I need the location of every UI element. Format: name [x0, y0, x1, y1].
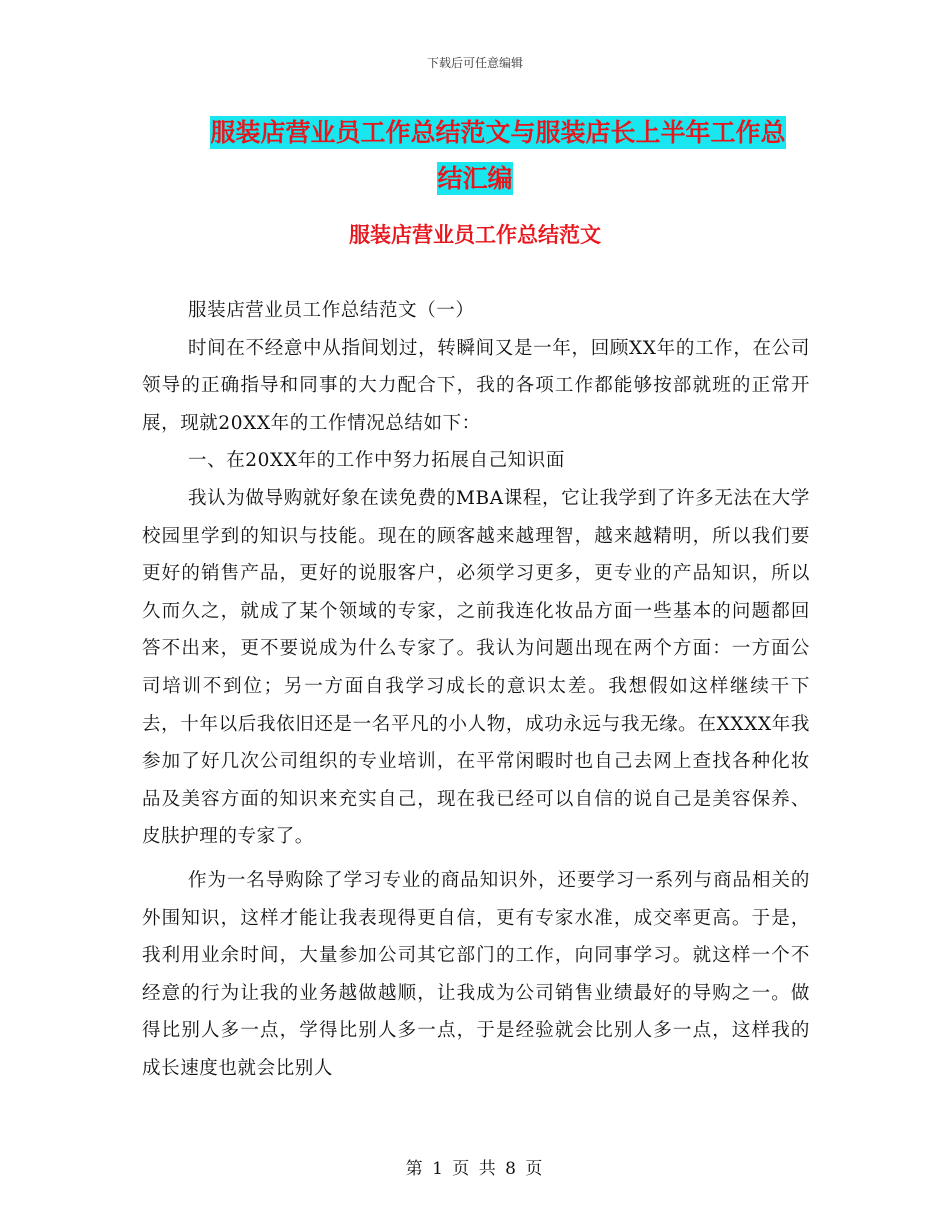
paragraph-learning: 作为一名导购除了学习专业的商品知识外，还要学习一系列与商品相关的外围知识，这样才能让我表现得更自信，更有专家水准，成交率更高。于是，我利用业余时间，大量参加公司其它部门的工作，向同事学习。就这样一个不经意的行为让我的业务越做越顺，让我成为公司销售业绩最好的导购之一。做得比别人多一点，学得比别人多一点，于是经验就会比别人多一点，这样我的成长速度也就会比别人 [142, 869, 810, 1079]
paragraph-intro: 时间在不经意中从指间划过，转瞬间又是一年，回顾XX年的工作，在公司领导的正确指导和同事的大力配合下，我的各项工作都能够按部就班的正常开展，现就20XX年的工作情况总结如下： [142, 337, 810, 434]
document-title-line-1: 服装店营业员工作总结范文与服装店长上半年工作总 [210, 118, 786, 147]
document-title [0, 110, 950, 202]
paragraph-heading-2: 一、在20XX年的工作中努力拓展自己知识面 [188, 450, 565, 472]
section-title: 服装店营业员工作总结范文 [349, 223, 601, 247]
paragraph-knowledge: 我认为做导购就好象在读免费的MBA课程，它让我学到了许多无法在大学校园里学到的知识与技能。现在的顾客越来越理智，越来越精明，所以我们要更好的销售产品，更好的说服客户，必须学习更多，更专业的产品知识，所以久而久之，就成了某个领域的专家，之前我连化妆品方面一些基本的问题都回答不出来，更不要说成为什么专家了。我认为问题出现在两个方面：一方面公司培训不到位；另一方面自我学习成长的意识太差。我想假如这样继续干下去，十年以后我依旧还是一名平凡的小人物，成功永远与我无缘。在XXXX年我参加了好几次公司组织的专业培训，在平常闲暇时也自己去网上查找各种化妆品及美容方面的知识来充实自己，现在我已经可以自信的说自己是美容保养、皮肤护理的专家了。 [142, 487, 810, 848]
document-body [142, 292, 810, 1087]
paragraph-heading-1: 服装店营业员工作总结范文（一） [188, 300, 475, 321]
page-number: 第 1 页 共 8 页 [405, 1159, 545, 1179]
document-title-line-2: 结汇编 [437, 164, 513, 193]
header-note: 下载后可任意编辑 [426, 56, 523, 70]
